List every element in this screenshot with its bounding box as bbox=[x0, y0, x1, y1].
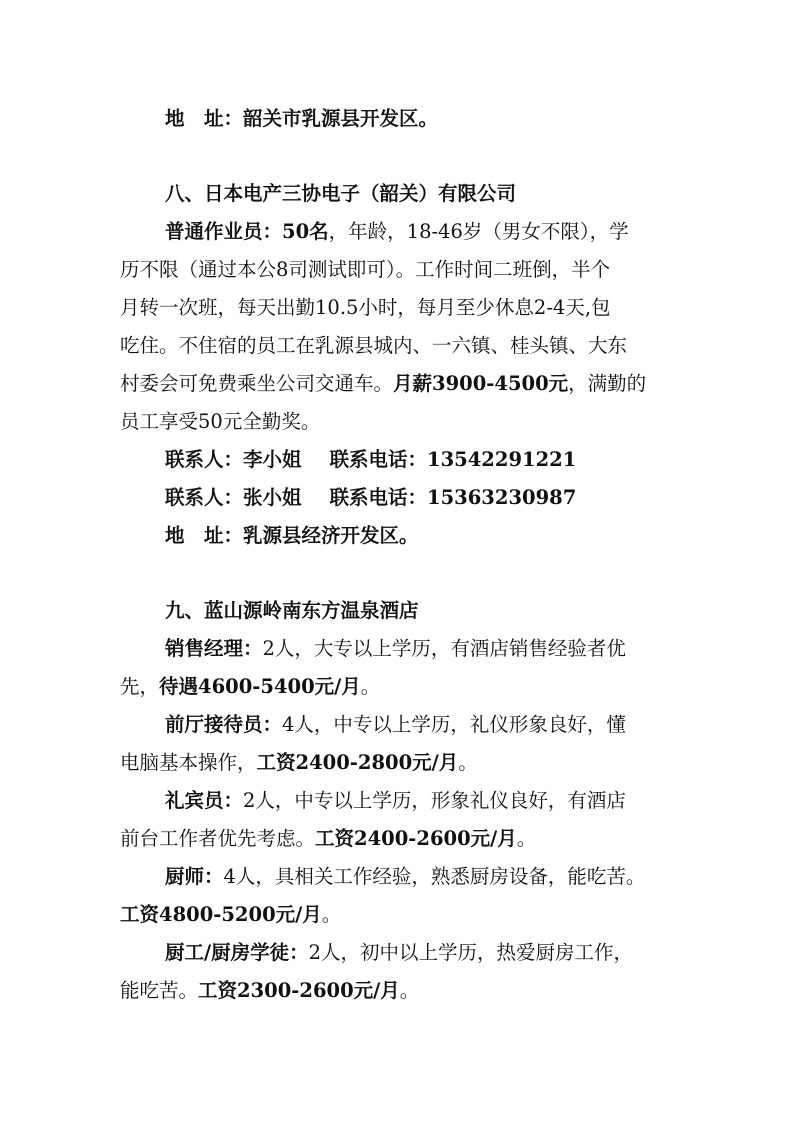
s9-kitchen-desc: 2人，初中以上学历，热爱厨房工作， bbox=[308, 941, 634, 964]
s9-sales-title: 销售经理： bbox=[165, 637, 263, 660]
s9-front-line-2 bbox=[120, 744, 700, 782]
s9-greeter-title: 礼宾员： bbox=[165, 789, 244, 812]
s9-kitchen-line2-b: 。 bbox=[399, 979, 420, 1002]
s8-line5-b: ，满勤的 bbox=[568, 372, 647, 395]
phone-number: 13542291221 bbox=[427, 448, 577, 471]
s8-salary: 月薪3900-4500元 bbox=[393, 372, 569, 395]
s9-kitchen-title: 厨工/厨房学徒： bbox=[165, 941, 309, 964]
s8-line5-a: 村委会可免费乘坐公司交通车。 bbox=[120, 372, 394, 395]
s9-greeter-salary: 工资2400-2600元/月 bbox=[315, 827, 517, 850]
s9-greeter-desc: 2人，中专以上学历，形象礼仪良好，有酒店 bbox=[243, 789, 626, 812]
s9-sales-line-2 bbox=[120, 668, 700, 706]
s9-greeter-line-1 bbox=[165, 782, 700, 820]
s9-front-line2-b: 。 bbox=[458, 751, 478, 774]
s8-job-line-2: 历不限（通过本公8司测试即可）。工作时间二班倒，半个 bbox=[120, 258, 611, 281]
contact-name: 联系人：张小姐 bbox=[165, 486, 302, 509]
s8-job-line-1 bbox=[165, 213, 700, 251]
s9-greeter-line-2 bbox=[120, 820, 700, 858]
s8-job-line-6: 员工享受50元全勤奖。 bbox=[120, 410, 321, 433]
phone-label: 联系电话： bbox=[329, 486, 428, 509]
s9-chef-title: 厨师： bbox=[165, 865, 224, 888]
address-label: 地 址： bbox=[165, 524, 244, 547]
s9-greeter-line2-a: 前台工作者优先考虑。 bbox=[120, 827, 316, 850]
s8-job-line-4: 吃住。不住宿的员工在乳源县城内、一六镇、桂头镇、大东 bbox=[120, 334, 628, 357]
s8-contact-2 bbox=[165, 479, 700, 517]
s8-job-line-3: 月转一次班，每天出勤10.5小时，每月至少休息2-4天,包 bbox=[120, 296, 611, 319]
section-9-title: 九、蓝山源岭南东方温泉酒店 bbox=[165, 599, 419, 622]
s9-kitchen-line2-a: 能吃苦。 bbox=[120, 979, 199, 1002]
s9-sales-desc: 2人，大专以上学历，有酒店销售经验者优 bbox=[262, 637, 626, 660]
s8-address bbox=[165, 517, 700, 555]
s8-contact-1 bbox=[165, 441, 700, 479]
phone-label: 联系电话： bbox=[329, 448, 428, 471]
section-8-title: 八、日本电产三协电子（韶关）有限公司 bbox=[165, 182, 517, 205]
s9-front-desc: 4人，中专以上学历，礼仪形象良好，懂 bbox=[282, 713, 626, 736]
s9-chef-line2-b: 。 bbox=[321, 903, 342, 926]
s9-greeter-line2-b: 。 bbox=[516, 827, 537, 850]
s9-chef-line-1 bbox=[165, 858, 700, 896]
contact-name: 联系人：李小姐 bbox=[165, 448, 302, 471]
s9-sales-line-1 bbox=[165, 630, 700, 668]
s9-kitchen-line-2 bbox=[120, 972, 700, 1010]
s9-front-line2-a: 电脑基本操作， bbox=[120, 751, 257, 774]
s8-line1-rest: ，年龄，18-46岁（男女不限），学 bbox=[328, 220, 629, 243]
s8-job-title: 普通作业员： bbox=[165, 220, 283, 243]
s9-front-title: 前厅接待员： bbox=[165, 713, 283, 736]
s8-job-count: 50名 bbox=[282, 220, 329, 243]
s9-sales-line2-a: 先， bbox=[120, 675, 160, 698]
s9-chef-salary: 工资4800-5200元/月 bbox=[120, 903, 322, 926]
s9-front-line-1 bbox=[165, 706, 700, 744]
address-value: 乳源县经济开发区。 bbox=[243, 524, 419, 547]
address-value: 韶关市乳源县开发区。 bbox=[243, 107, 439, 130]
phone-number: 15363230987 bbox=[427, 486, 577, 509]
s9-chef-desc: 4人，具相关工作经验，熟悉厨房设备，能吃苦。 bbox=[223, 865, 646, 888]
s9-kitchen-line-1 bbox=[165, 934, 700, 972]
s9-chef-line-2 bbox=[120, 896, 700, 934]
s8-job-line-5 bbox=[120, 365, 700, 403]
s9-front-salary: 工资2400-2800元/月 bbox=[256, 751, 459, 774]
s9-sales-line2-b: 。 bbox=[360, 675, 381, 698]
address-label: 地 址： bbox=[165, 107, 244, 130]
prev-address-line bbox=[165, 100, 700, 138]
s9-kitchen-salary: 工资2300-2600元/月 bbox=[198, 979, 400, 1002]
s9-sales-salary: 待遇4600-5400元/月 bbox=[159, 675, 361, 698]
